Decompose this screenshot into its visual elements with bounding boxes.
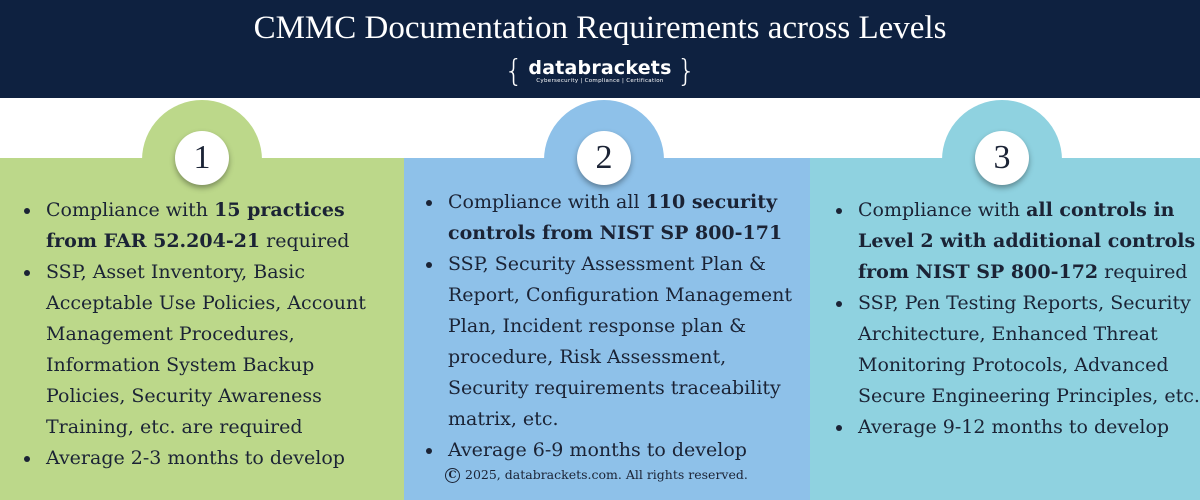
right-brace-icon: } [676,54,696,89]
list-item: • Average 2-3 months to develop [42,443,382,474]
level-1-number: 1 [175,131,229,185]
logo-name: databrackets [528,56,672,79]
copyright-notice [445,467,748,483]
left-brace-icon: { [504,54,524,89]
databrackets-logo [0,54,1200,89]
header-banner [0,0,1200,98]
level-3-number: 3 [975,131,1029,185]
logo-tagline: Cybersecurity | Compliance | Certification [536,77,664,84]
list-item: • Compliance with all 110 security controls from NIST SP 800-171 [444,187,804,249]
list-item: • SSP, Asset Inventory, Basic Acceptable Use Policies, Account Management Procedures, Information System Backup Policies, Security Awareness Training, etc. are required [42,257,382,443]
list-item: • Compliance with all controls in Level 2 with additional controls from NIST SP 800-172 required [854,195,1200,288]
list-item: • Average 6-9 months to develop [444,435,804,466]
level-1-requirements [24,195,382,474]
list-item: • Average 9-12 months to develop [854,412,1200,443]
level-2-requirements [426,187,804,466]
page-title: CMMC Documentation Requirements across Levels [253,10,947,46]
list-item: • Compliance with 15 practices from FAR 52.204-21 required [42,195,382,257]
list-item: • SSP, Security Assessment Plan & Report, Configuration Management Plan, Incident response plan & procedure, Risk Assessment, Security requirements traceability matrix, etc. [444,249,804,435]
list-item: • SSP, Pen Testing Reports, Security Architecture, Enhanced Threat Monitoring Protocols, Advanced Secure Engineering Principles, etc. [854,288,1200,412]
logo-wordmark [528,56,672,85]
copyright-text: 2025, databrackets.com. All rights reserved. [465,467,748,482]
copyright-icon: C [445,468,460,483]
level-2-number: 2 [577,131,631,185]
level-3-requirements [836,195,1200,443]
